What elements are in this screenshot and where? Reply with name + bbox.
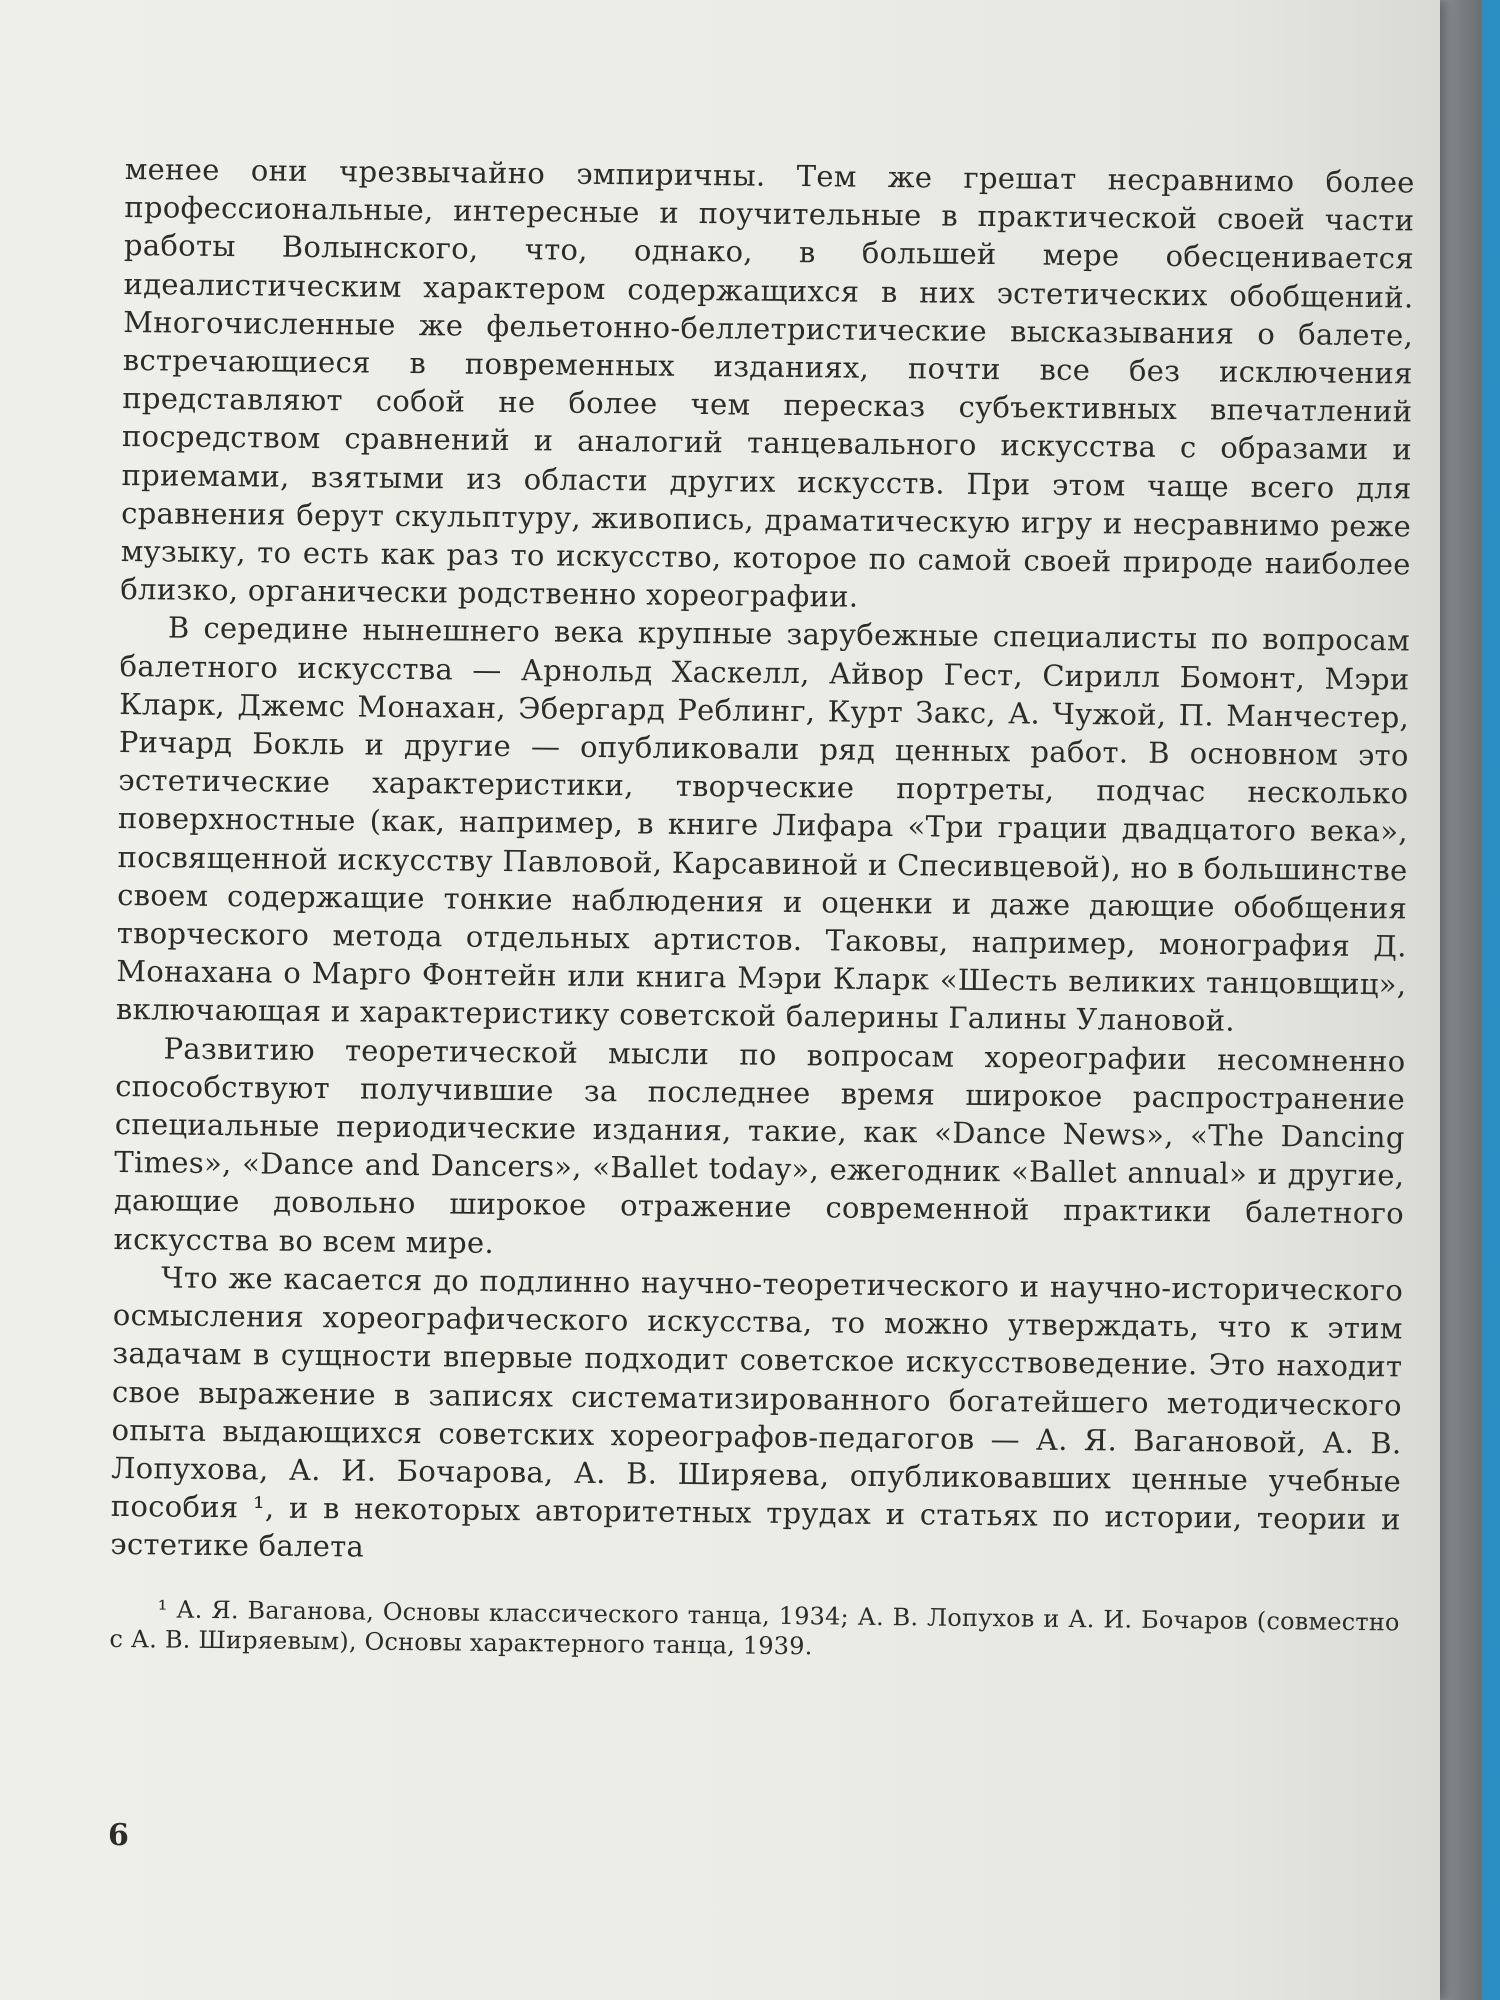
paragraph-1: менее они чрезвычайно эмпиричны. Тем же грешат несравнимо более профессиональные, интересные и поучительные в практической своей части работы Волынского, что, однако, в большей мере обесценивается идеалистическим характером содержащихся в них эстетических обобщений. Многочисленные же фельетонно-беллетристические высказывания о балете, встречающиеся в повременных изданиях, почти все без исключения представляют собой не более чем пересказ субъективных впечатлений посредством сравнений и аналогий танцевального искусства с образами и приемами, взятыми из области других искусств. При этом чаще всего для сравнения берут скульптуру, живопись, драматическую игру и несравнимо реже музыку, то есть как раз то искусство, которое по самой своей природе наиболее близко, органически родственно хореографии. [120,151,1415,614]
page-number: 6 [108,1818,129,1853]
page-text [109,150,1415,1691]
paragraph-3: Развитию теоретической мысли по вопросам хореографии несомненно способствуют получившие за последнее время широкое распространение специальные периодические издания, такие, как «Dance News», «The Dancing Times», «Dance and Dancers», «Ballet today», ежегодник «Ballet annual» и другие, дающие довольно широкое отражение современной практики балетного искусства во всем мире. [113,1031,1406,1260]
book-cover-strip [1482,0,1500,2000]
paragraph-4: Что же касается до подлинно научно-теоретического и научно-исторического осмысления хореографического искусства, то можно утверждать, что к этим задачам в сущности впервые подходит советское искусствоведение. Это находит свое выражение в записях систематизированного богатейшего методического опыта выдающихся советских хореографов-педагогов — А. Я. Вагановой, А. В. Лопухова, А. И. Бочарова, А. В. Ширяева, опубликовавших ценные учебные пособия ¹, и в некоторых авторитетных трудах и статьях по истории, теории и эстетике балета [110,1260,1404,1564]
paragraph-2: В середине нынешнего века крупные зарубежные специалисты по вопросам балетного искусства — Арнольд Хаскелл, Айвор Гест, Сирилл Бомонт, Мэри Кларк, Джемс Монахан, Эбергард Реблинг, Курт Закс, А. Чужой, П. Манчестер, Ричард Бокль и другие — опубликовали ряд ценных работ. В основном это эстетические характеристики, творческие портреты, подчас несколько поверхностные (как, например, в книге Лифара «Три грации двадцатого века», посвященной искусству Павловой, Карсавиной и Спесивцевой), но в большинстве своем содержащие тонкие наблюдения и оценки и даже дающие обобщения творческого метода отдельных артистов. Таковы, например, монография Д. Монахана о Марго Фонтейн или книга Мэри Кларк «Шесть великих танцовщиц», включающая и характеристику советской балерины Галины Улановой. [115,610,1411,1039]
footnote: ¹ А. Я. Ваганова, Основы классического танца, 1934; А. В. Лопухов и А. И. Бочаров (совместно с А. В. Ширяевым), Основы характерного танца, 1939. [109,1594,1400,1660]
